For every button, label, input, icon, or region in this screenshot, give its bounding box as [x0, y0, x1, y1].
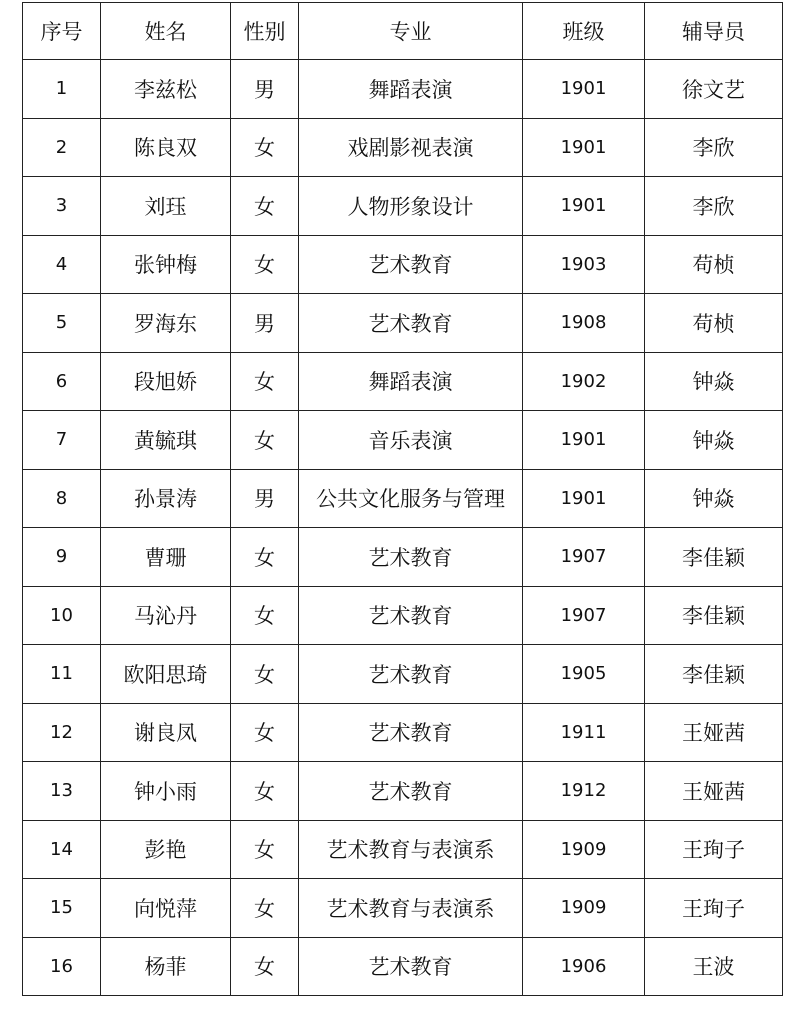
cell-name: 钟小雨 — [101, 762, 231, 821]
cell-gender: 男 — [231, 294, 299, 353]
cell-index: 10 — [23, 586, 101, 645]
header-name: 姓名 — [101, 3, 231, 60]
cell-gender: 女 — [231, 762, 299, 821]
table-row — [23, 820, 783, 879]
cell-gender: 女 — [231, 937, 299, 996]
cell-class: 1911 — [523, 703, 645, 762]
cell-class: 1909 — [523, 820, 645, 879]
cell-major: 艺术教育 — [299, 703, 523, 762]
cell-gender: 女 — [231, 820, 299, 879]
table-row — [23, 469, 783, 528]
cell-index: 8 — [23, 469, 101, 528]
cell-gender: 男 — [231, 60, 299, 119]
header-counselor: 辅导员 — [645, 3, 783, 60]
cell-major: 艺术教育 — [299, 645, 523, 704]
cell-counselor: 王珣子 — [645, 879, 783, 938]
cell-gender: 男 — [231, 469, 299, 528]
cell-index: 14 — [23, 820, 101, 879]
cell-name: 向悦萍 — [101, 879, 231, 938]
cell-class: 1902 — [523, 352, 645, 411]
cell-counselor: 李欣 — [645, 177, 783, 236]
cell-gender: 女 — [231, 879, 299, 938]
cell-name: 黄毓琪 — [101, 411, 231, 470]
cell-name: 谢良凤 — [101, 703, 231, 762]
cell-class: 1903 — [523, 235, 645, 294]
cell-gender: 女 — [231, 703, 299, 762]
cell-gender: 女 — [231, 528, 299, 587]
cell-name: 陈良双 — [101, 118, 231, 177]
table-row — [23, 235, 783, 294]
cell-index: 5 — [23, 294, 101, 353]
cell-counselor: 王娅茜 — [645, 762, 783, 821]
table-row — [23, 762, 783, 821]
cell-major: 公共文化服务与管理 — [299, 469, 523, 528]
table-row — [23, 177, 783, 236]
student-table — [22, 2, 783, 996]
cell-counselor: 李佳颖 — [645, 528, 783, 587]
cell-major: 舞蹈表演 — [299, 60, 523, 119]
cell-gender: 女 — [231, 235, 299, 294]
cell-major: 艺术教育与表演系 — [299, 879, 523, 938]
table-row — [23, 937, 783, 996]
cell-index: 7 — [23, 411, 101, 470]
cell-class: 1908 — [523, 294, 645, 353]
cell-name: 欧阳思琦 — [101, 645, 231, 704]
cell-major: 舞蹈表演 — [299, 352, 523, 411]
cell-name: 孙景涛 — [101, 469, 231, 528]
cell-index: 3 — [23, 177, 101, 236]
cell-name: 刘珏 — [101, 177, 231, 236]
table-header-row — [23, 3, 783, 60]
table-row — [23, 294, 783, 353]
cell-counselor: 钟焱 — [645, 411, 783, 470]
cell-counselor: 李佳颖 — [645, 586, 783, 645]
cell-name: 马沁丹 — [101, 586, 231, 645]
cell-class: 1901 — [523, 118, 645, 177]
cell-index: 15 — [23, 879, 101, 938]
cell-gender: 女 — [231, 645, 299, 704]
cell-class: 1901 — [523, 411, 645, 470]
table-row — [23, 879, 783, 938]
table-row — [23, 586, 783, 645]
cell-index: 2 — [23, 118, 101, 177]
cell-counselor: 李欣 — [645, 118, 783, 177]
cell-class: 1901 — [523, 177, 645, 236]
cell-index: 11 — [23, 645, 101, 704]
cell-counselor: 钟焱 — [645, 469, 783, 528]
cell-name: 段旭娇 — [101, 352, 231, 411]
cell-gender: 女 — [231, 352, 299, 411]
cell-gender: 女 — [231, 118, 299, 177]
cell-class: 1907 — [523, 528, 645, 587]
header-class: 班级 — [523, 3, 645, 60]
header-index: 序号 — [23, 3, 101, 60]
cell-index: 6 — [23, 352, 101, 411]
cell-counselor: 钟焱 — [645, 352, 783, 411]
cell-name: 张钟梅 — [101, 235, 231, 294]
table-row — [23, 352, 783, 411]
cell-index: 13 — [23, 762, 101, 821]
cell-gender: 女 — [231, 586, 299, 645]
cell-major: 艺术教育 — [299, 762, 523, 821]
student-table-container — [22, 2, 783, 996]
cell-name: 罗海东 — [101, 294, 231, 353]
table-body — [23, 60, 783, 996]
cell-major: 艺术教育 — [299, 586, 523, 645]
cell-index: 16 — [23, 937, 101, 996]
cell-index: 12 — [23, 703, 101, 762]
cell-major: 音乐表演 — [299, 411, 523, 470]
cell-counselor: 苟桢 — [645, 294, 783, 353]
cell-class: 1907 — [523, 586, 645, 645]
cell-index: 4 — [23, 235, 101, 294]
table-row — [23, 411, 783, 470]
cell-counselor: 王娅茜 — [645, 703, 783, 762]
cell-name: 彭艳 — [101, 820, 231, 879]
cell-counselor: 王珣子 — [645, 820, 783, 879]
cell-major: 艺术教育 — [299, 528, 523, 587]
cell-gender: 女 — [231, 177, 299, 236]
cell-major: 戏剧影视表演 — [299, 118, 523, 177]
header-major: 专业 — [299, 3, 523, 60]
cell-index: 9 — [23, 528, 101, 587]
cell-counselor: 李佳颖 — [645, 645, 783, 704]
cell-major: 人物形象设计 — [299, 177, 523, 236]
cell-gender: 女 — [231, 411, 299, 470]
cell-class: 1906 — [523, 937, 645, 996]
cell-major: 艺术教育 — [299, 235, 523, 294]
cell-counselor: 王波 — [645, 937, 783, 996]
table-row — [23, 118, 783, 177]
cell-class: 1901 — [523, 60, 645, 119]
cell-major: 艺术教育与表演系 — [299, 820, 523, 879]
header-gender: 性别 — [231, 3, 299, 60]
cell-class: 1909 — [523, 879, 645, 938]
cell-name: 杨菲 — [101, 937, 231, 996]
cell-major: 艺术教育 — [299, 294, 523, 353]
cell-class: 1912 — [523, 762, 645, 821]
cell-name: 李兹松 — [101, 60, 231, 119]
cell-class: 1905 — [523, 645, 645, 704]
table-row — [23, 645, 783, 704]
cell-counselor: 徐文艺 — [645, 60, 783, 119]
table-row — [23, 703, 783, 762]
table-row — [23, 528, 783, 587]
cell-counselor: 苟桢 — [645, 235, 783, 294]
table-row — [23, 60, 783, 119]
cell-name: 曹珊 — [101, 528, 231, 587]
cell-index: 1 — [23, 60, 101, 119]
cell-major: 艺术教育 — [299, 937, 523, 996]
cell-class: 1901 — [523, 469, 645, 528]
